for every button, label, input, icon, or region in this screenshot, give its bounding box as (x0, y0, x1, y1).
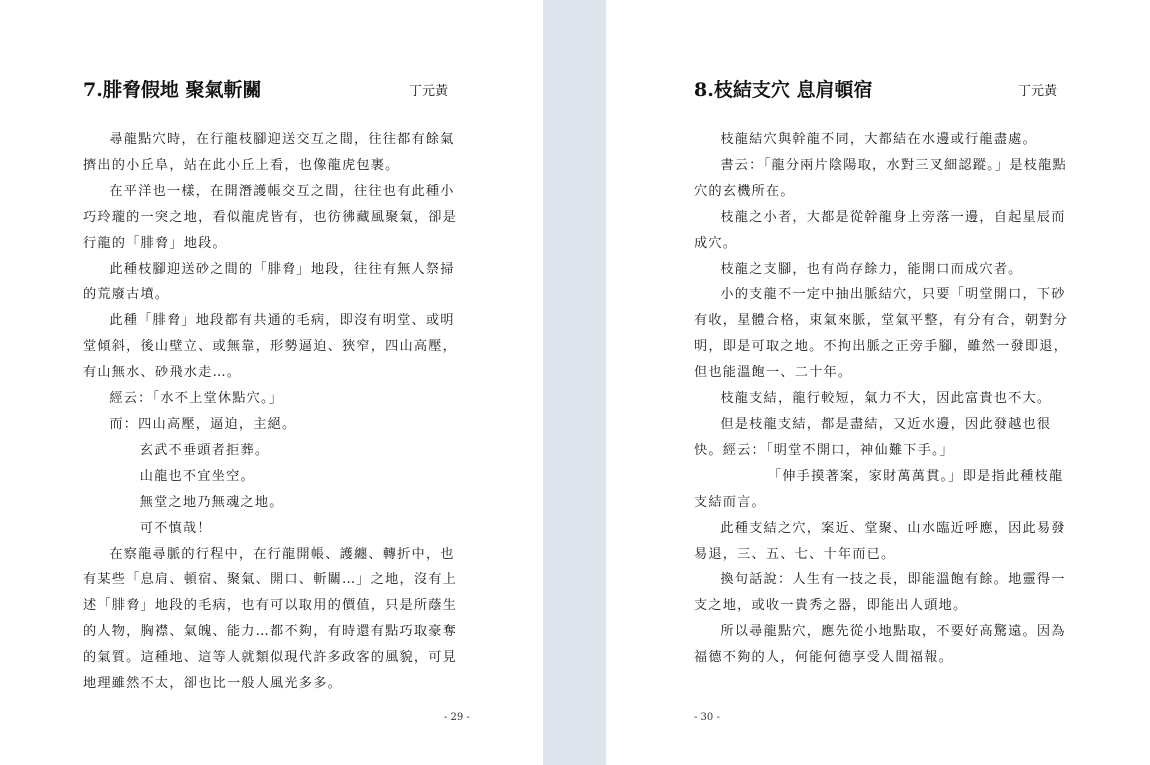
paragraph: 此種「腓脅」地段都有共通的毛病，即沒有明堂、或明堂傾斜，後山壁立、或無靠，形勢逼迫、狹窄，四山高壓，有山無水、砂飛水走…。 (83, 313, 458, 381)
paragraph: 無堂之地乃無魂之地。 (139, 494, 284, 510)
left-page (0, 0, 543, 765)
paragraph: 玄武不垂頭者拒葬。 (139, 442, 270, 458)
paragraph: 枝龍之支腳，也有尚存餘力，能開口而成穴者。 (720, 261, 1023, 277)
paragraph: 此種枝腳迎送砂之間的「腓脅」地段，往往有無人祭掃的荒廢古墳。 (83, 261, 455, 303)
paragraph: 可不慎哉！ (139, 520, 212, 536)
paragraph: 而：四山高壓，逼迫，主絕。 (109, 416, 297, 432)
paragraph: 枝龍之小者，大都是從幹龍身上旁落一邊，自起星辰而成穴。 (694, 209, 1066, 251)
body-text (83, 127, 463, 697)
paragraph: 換句話說：人生有一技之長，即能溫飽有餘。地靈得一支之地，或收一貴秀之器，即能出人頭地。 (694, 572, 1066, 614)
paragraph: 所以尋龍點穴，應先從小地點取，不要好高驚遠。因為福德不夠的人，何能何德享受人間福報。 (694, 624, 1066, 666)
page-number: - 30 - (694, 712, 720, 723)
author-name: 丁元黃 (1018, 84, 1058, 99)
paragraph: 山龍也不宜坐空。 (139, 468, 255, 484)
paragraph: 書云：「龍分兩片陰陽取，水對三叉細認蹤。」是枝龍點穴的玄機所在。 (694, 157, 1067, 199)
paragraph: 枝龍支結，龍行較短，氣力不大，因此富貴也不大。 (720, 391, 1052, 407)
paragraph: 在察龍尋脈的行程中，在行龍開帳、護纏、轉折中，也有某些「息肩、頓宿、聚氣、開口、斬關…」之地，沒有上述「腓脅」地段的毛病，也有可以取用的價值，只是所蔭生的人物，胸襟、氣魄、能力…都不夠，有時還有點巧取豪奪的氣質。這種地、這等人就類似現代許多政客的風貌，可見地理雖然不太，卻也比一般人風光多多。 (83, 546, 458, 692)
paragraph: 但是枝龍支結，都是盡結，又近水邊，因此發越也很快。經云：「明堂不開口，神仙難下手。」 (694, 416, 1052, 458)
page-number: - 29 - (444, 712, 470, 723)
paragraph: 在平洋也一樣，在開潛護帳交互之間，往往也有此種小巧玲瓏的一突之地，看似龍虎皆有，也彷彿藏風聚氣，卻是行龍的「腓脅」地段。 (83, 183, 458, 251)
author-name: 丁元黃 (409, 84, 449, 99)
paragraph: 經云：「水不上堂休點穴。」 (109, 391, 284, 407)
paragraph: 尋龍點穴時，在行龍枝腳迎送交互之間，往往都有餘氣擠出的小丘阜，站在此小丘上看，也像龍虎包裹。 (83, 132, 455, 173)
paragraph: 此種支結之穴，案近、堂聚、山水臨近呼應，因此易發易退，三、五、七、十年而已。 (694, 520, 1066, 562)
body-text (694, 127, 1069, 671)
paragraph: 「伸手摸著案，家財萬萬貫。」即是指此種枝龍支結而言。 (694, 468, 1064, 510)
paragraph: 枝龍結穴與幹龍不同，大都結在水邊或行龍盡處。 (720, 132, 1037, 147)
chapter-title: 7.腓脅假地 聚氣斬關 (83, 79, 262, 101)
chapter-title: 8.枝結支穴 息肩頓宿 (694, 79, 873, 101)
paragraph: 小的支龍不一定中抽出脈結穴，只要「明堂開口，下砂有收，星體合格，束氣來脈，堂氣平整，有分有合，朝對分明，即是可取之地。不拘出脈之正旁手腳，雖然一發即退，但也能溫飽一、二十年。 (694, 287, 1069, 381)
right-page (606, 0, 1150, 765)
